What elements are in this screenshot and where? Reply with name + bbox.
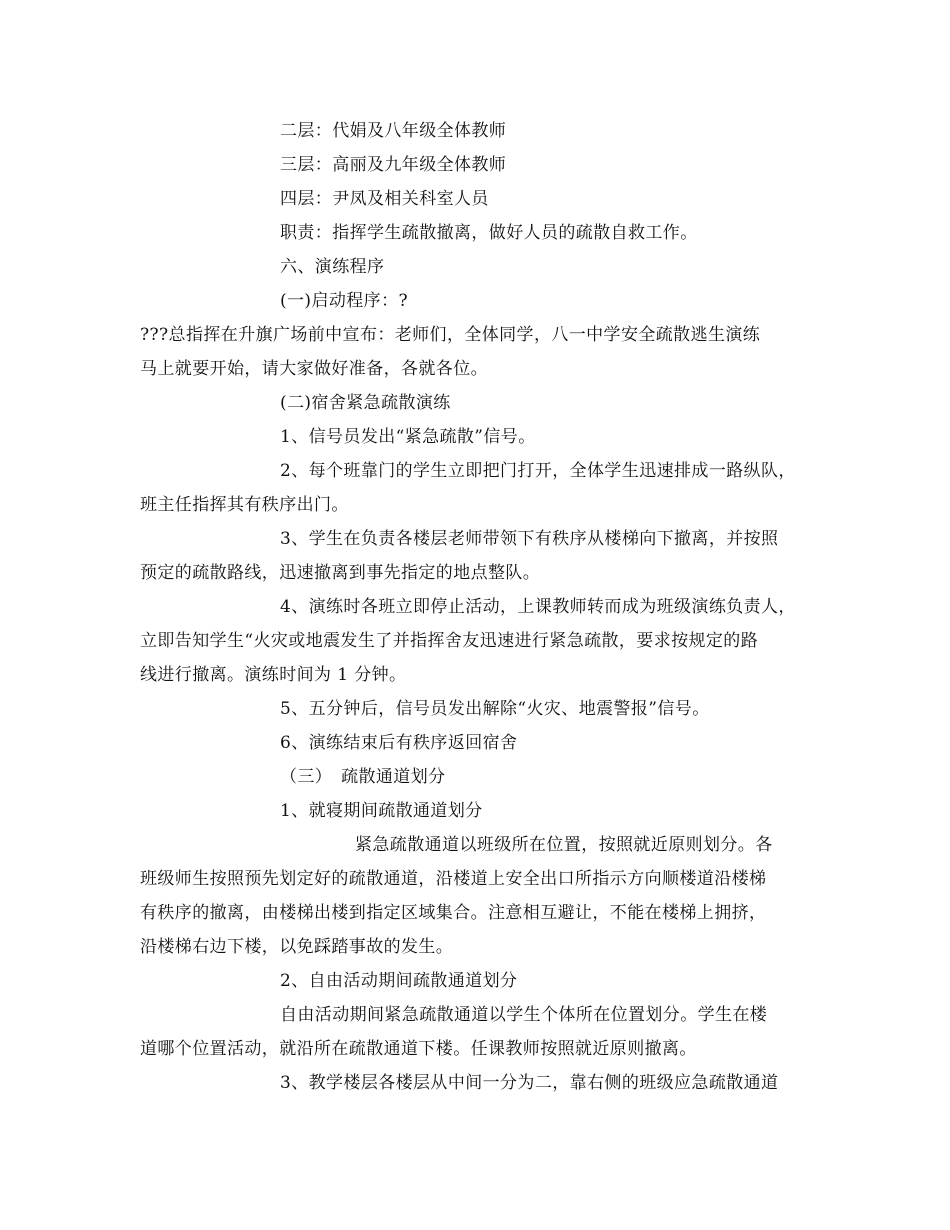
text-line: 道哪个位置活动，就沿所在疏散通道下楼。任课教师按照就近原则撤离。	[140, 1039, 697, 1059]
text-line: 班主任指挥其有秩序出门。	[140, 495, 349, 515]
text-line: 6、演练结束后有秩序返回宿舍	[280, 733, 518, 753]
text-line: ???总指挥在升旗广场前中宣布：老师们，全体同学，八一中学安全疏散逃生演练	[140, 325, 761, 345]
text-line: 班级师生按照预先划定好的疏散通道，沿楼道上安全出口所指示方向顺楼道沿楼梯	[140, 869, 767, 889]
text-line: 4、演练时各班立即停止活动，上课教师转而成为班级演练负责人，	[280, 597, 796, 617]
section-heading: 六、演练程序	[280, 257, 385, 277]
text-line: 2、自由活动期间疏散通道划分	[280, 971, 518, 991]
text-line: 紧急疏散通道以班级所在位置，按照就近原则划分。各	[355, 835, 773, 855]
text-line: 5、五分钟后，信号员发出解除“火灾、地震警报”信号。	[280, 699, 710, 719]
subsection-heading: (一)启动程序：?	[280, 291, 408, 311]
text-line: 沿楼梯右边下楼，以免踩踏事故的发生。	[140, 937, 454, 957]
subsection-heading: （三） 疏散通道划分	[280, 767, 446, 787]
text-line: 2、每个班靠门的学生立即把门打开，全体学生迅速排成一路纵队，	[280, 461, 796, 481]
text-line: 职责：指挥学生疏散撤离，做好人员的疏散自救工作。	[280, 223, 698, 243]
text-line: 预定的疏散路线，迅速撤离到事先指定的地点整队。	[140, 563, 541, 583]
text-line: 3、教学楼层各楼层从中间一分为二，靠右侧的班级应急疏散通道	[280, 1073, 779, 1093]
text-line: 四层：尹凤及相关科室人员	[280, 189, 489, 209]
text-line: 立即告知学生“火灾或地震发生了并指挥舍友迅速进行紧急疏散，要求按规定的路	[140, 631, 759, 651]
subsection-heading: (二)宿舍紧急疏散演练	[280, 393, 451, 413]
text-line: 马上就要开始，请大家做好准备，各就各位。	[140, 359, 488, 379]
text-line: 二层：代娟及八年级全体教师	[280, 121, 507, 141]
text-line: 线进行撤离。演练时间为 1 分钟。	[140, 665, 407, 685]
text-line: 有秩序的撤离，由楼梯出楼到指定区域集合。注意相互避让，不能在楼梯上拥挤，	[140, 903, 767, 923]
text-line: 三层：高丽及九年级全体教师	[280, 155, 507, 175]
text-line: 1、就寝期间疏散通道划分	[280, 801, 483, 821]
text-line: 自由活动期间紧急疏散通道以学生个体所在位置划分。学生在楼	[280, 1005, 768, 1025]
text-line: 1、信号员发出“紧急疏散”信号。	[280, 427, 536, 447]
text-line: 3、学生在负责各楼层老师带领下有秩序从楼梯向下撤离，并按照	[280, 529, 779, 549]
